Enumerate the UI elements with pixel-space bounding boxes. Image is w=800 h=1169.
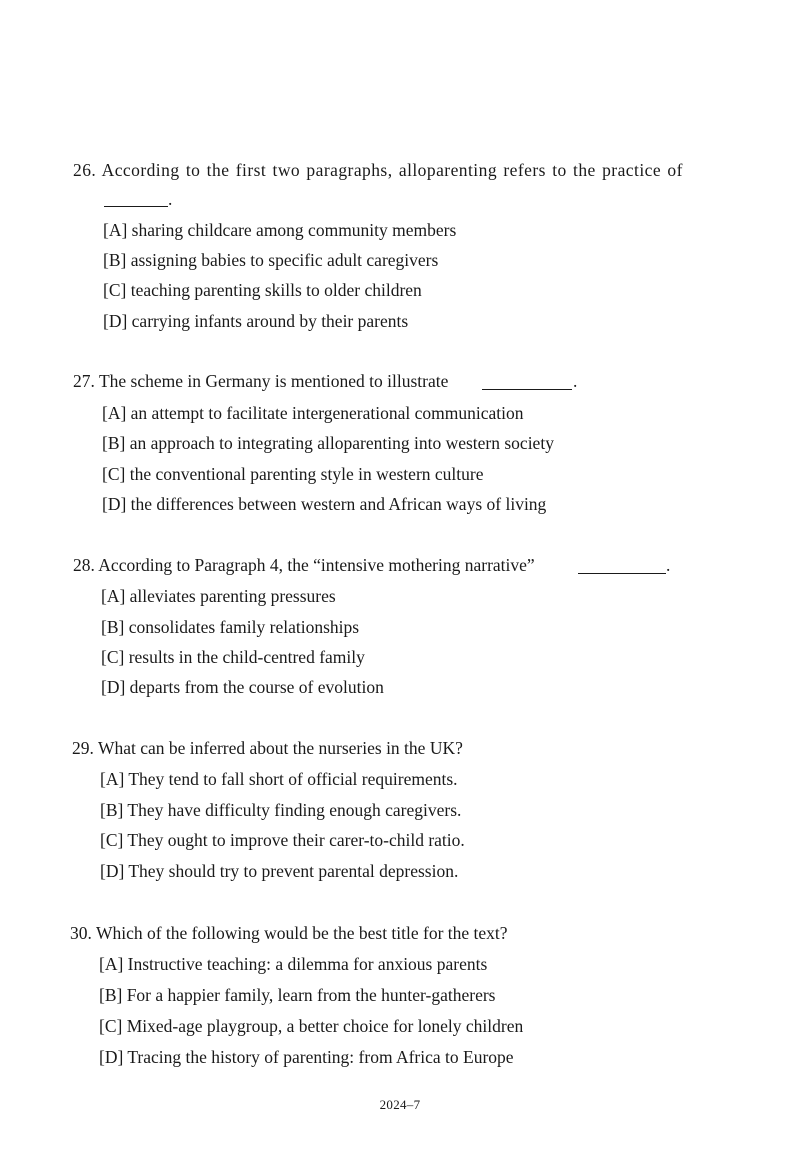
- option-c: [C] teaching parenting skills to older children: [103, 280, 422, 300]
- question-number: 27.: [73, 371, 95, 391]
- answer-blank: [482, 389, 572, 390]
- answer-blank: [104, 206, 168, 207]
- page-number: 2024–7: [379, 1097, 421, 1112]
- question-text: Which of the following would be the best title for the text?: [95, 923, 508, 943]
- option-d: [D] departs from the course of evolution: [101, 677, 384, 697]
- question-end-punct: .: [573, 371, 578, 391]
- question-number: 30.: [70, 923, 92, 943]
- option-d: [D] They should try to prevent parental depression.: [100, 861, 459, 881]
- option-b: [B] For a happier family, learn from the hunter-gatherers: [99, 985, 496, 1005]
- question-number: 26.: [73, 160, 97, 180]
- question-number: 29.: [72, 738, 94, 758]
- option-b: [B] consolidates family relationships: [101, 617, 360, 637]
- option-b: [B] They have difficulty finding enough caregivers.: [100, 800, 462, 820]
- option-c: [C] the conventional parenting style in western culture: [102, 464, 484, 484]
- option-b: [B] assigning babies to specific adult caregivers: [103, 250, 439, 270]
- question-text: What can be inferred about the nurseries in the UK?: [97, 738, 463, 758]
- option-a: [A] an attempt to facilitate intergenerational communication: [102, 403, 524, 423]
- option-a: [A] They tend to fall short of official requirements.: [100, 769, 458, 789]
- option-d: [D] Tracing the history of parenting: from Africa to Europe: [99, 1047, 514, 1067]
- option-a: [A] alleviates parenting pressures: [101, 586, 336, 606]
- question-30-stem: [70, 922, 508, 944]
- option-c: [C] They ought to improve their carer-to-child ratio.: [100, 830, 465, 850]
- question-end-punct: .: [168, 189, 173, 209]
- option-d: [D] the differences between western and African ways of living: [102, 494, 547, 514]
- question-26-stem: [73, 159, 683, 181]
- option-a: [A] sharing childcare among community members: [103, 220, 457, 240]
- option-b: [B] an approach to integrating alloparenting into western society: [102, 433, 554, 453]
- question-text: According to the first two paragraphs, alloparenting refers to the practice of: [101, 160, 683, 180]
- option-d: [D] carrying infants around by their parents: [103, 311, 409, 331]
- option-a: [A] Instructive teaching: a dilemma for anxious parents: [99, 954, 488, 974]
- option-c: [C] Mixed-age playgroup, a better choice for lonely children: [99, 1016, 524, 1036]
- question-text: The scheme in Germany is mentioned to illustrate: [98, 371, 449, 391]
- question-end-punct: .: [666, 555, 671, 575]
- answer-blank: [578, 573, 666, 574]
- question-text: According to Paragraph 4, the “intensive mothering narrative”: [98, 555, 535, 575]
- question-28-stem: [73, 554, 535, 576]
- question-number: 28.: [73, 555, 95, 575]
- question-29-stem: [72, 737, 463, 759]
- question-27-stem: [73, 370, 448, 392]
- option-c: [C] results in the child-centred family: [101, 647, 365, 667]
